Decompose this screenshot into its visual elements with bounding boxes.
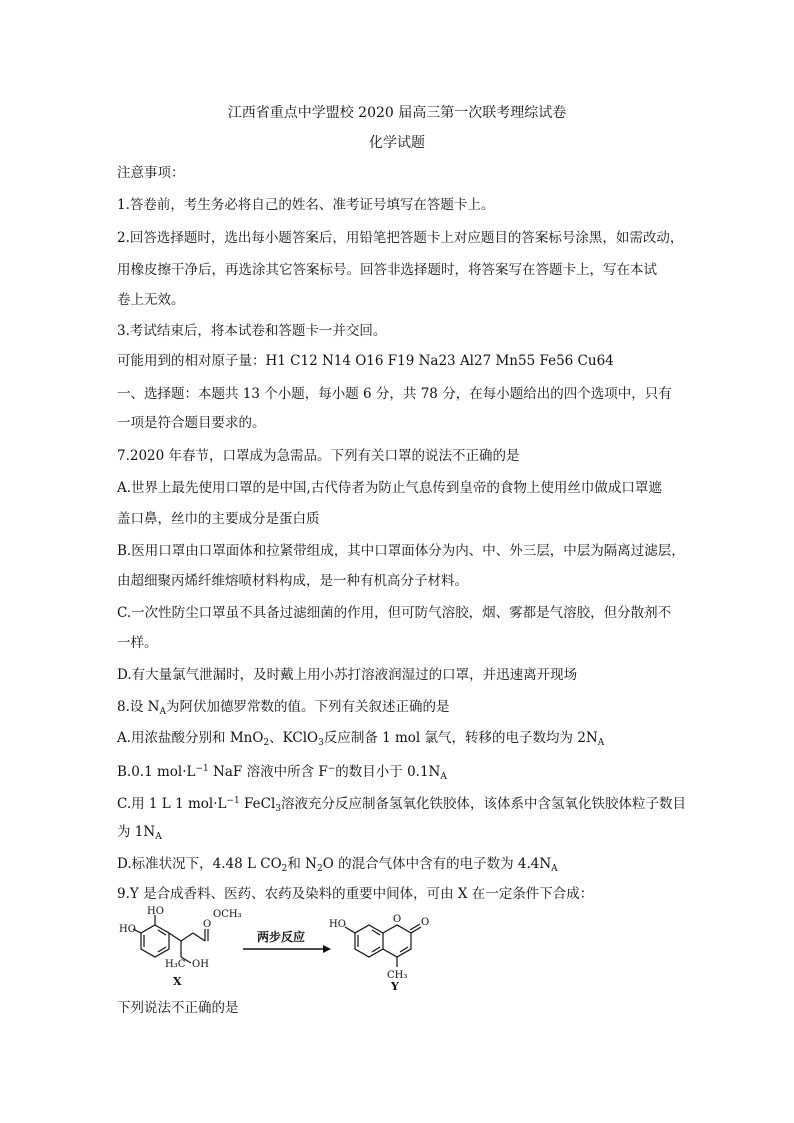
y-pyrone-ring <box>383 925 411 957</box>
y-label-ch3: CH₃ <box>387 970 408 981</box>
notice-item-3: 3.考试结束后，将本试卷和答题卡一并交回。 <box>117 323 387 339</box>
notice-item-2-line-3: 卷上无效。 <box>117 292 185 308</box>
q7-option-a-line-2: 盖口鼻，丝巾的主要成分是蛋白质 <box>117 511 320 527</box>
x-label-och3: OCH₃ <box>213 909 242 920</box>
exam-title: 江西省重点中学盟校 2020 届高三第一次联考理综试卷 <box>227 105 567 121</box>
x-benzene-ring <box>141 925 169 957</box>
x-bond-ch2-co <box>193 933 205 941</box>
notice-heading: 注意事项： <box>117 165 185 181</box>
q7-option-c-line-2: 一样。 <box>117 635 158 651</box>
y-benzene-ring <box>355 925 383 957</box>
q7-option-b-line-1: B.医用口罩由口罩面体和拉紧带组成，其中口罩面体分为内、中、外三层，中层为隔离过滤层， <box>117 543 685 559</box>
atomic-masses: 可能用到的相对原子量：H1 C12 N14 O16 F19 Na23 Al27 Mn55 Fe56 Cu64 <box>117 353 614 369</box>
reaction-scheme-svg <box>117 905 457 990</box>
y-label-carbonyl-o: O <box>421 917 430 928</box>
molecule-y <box>345 924 421 967</box>
notice-item-2-line-2: 用橡皮擦干净后，再选涂其它答案标号。回答非选择题时，将答案写在答题卡上，写在本试 <box>117 262 657 278</box>
q7-option-d: D.有大量氯气泄漏时，及时戴上用小苏打溶液润湿过的口罩，并迅速离开现场 <box>117 667 578 683</box>
y-compound-label: Y <box>391 980 399 990</box>
y-label-ho: HO <box>329 919 346 930</box>
x-label-ch3: H₃C <box>165 959 186 970</box>
reaction-scheme <box>117 905 457 990</box>
q7-option-a-line-1: A.世界上最先使用口罩的是中国,古代侍者为防止气息传到皇帝的食物上使用丝巾做成口罩遮 <box>117 480 662 496</box>
section-intro-line-2: 一项是符合题目要求的。 <box>117 415 266 431</box>
q8-option-b: B.0.1 $mol\cdot L^{-1}$ NaF 溶液中所含 F−的数目小于 $0.1N_A$ <box>117 764 447 782</box>
q7-stem: 7.2020 年春节，口罩成为急需品。下列有关口罩的说法不正确的是 <box>117 448 520 464</box>
q8-option-d: D.标准状况下，4.48 L $CO_2$和 $N_2O$ 的混合气体中含有的电子数为 $4.4N_A$ <box>117 856 558 874</box>
q9-followup: 下列说法不正确的是 <box>117 1000 239 1016</box>
q9-stem: 9.Y 是合成香料、医药、农药及染料的重要中间体，可由 X 在一定条件下合成： <box>117 886 594 902</box>
section-intro-line-1: 一、选择题：本题共 13 个小题，每小题 6 分，共 78 分，在每小题给出的四个选项中，只有 <box>117 386 672 402</box>
notice-item-2-line-1: 2.回答选择题时，选出每小题答案后，用铅笔把答题卡上对应题目的答案标号涂黑，如需改动， <box>117 230 684 246</box>
x-label-oh: OH <box>192 959 209 970</box>
q7-option-b-line-2: 由超细聚丙烯纤维熔喷材料构成，是一种有机高分子材料。 <box>117 573 468 589</box>
x-bond-ring-c <box>169 933 181 941</box>
y-label-ring-o: O <box>393 914 402 925</box>
reaction-arrow-label: 两步反应 <box>257 930 306 944</box>
x-bond-c-ch2 <box>181 933 193 941</box>
subject-title: 化学试题 <box>369 135 425 151</box>
notice-item-1: 1.答卷前，考生务必将自己的姓名、准考证号填写在答题卡上。 <box>117 197 495 213</box>
q7-option-c-line-1: C.一次性防尘口罩虽不具备过滤细菌的作用，但可防气溶胶，烟、雾都是气溶胶，但分散剂不 <box>117 605 672 621</box>
x-label-o: O <box>203 919 212 930</box>
x-compound-label: X <box>173 975 182 988</box>
y-bond-ho <box>345 927 355 933</box>
molecule-x <box>133 915 208 963</box>
reaction-arrow <box>243 945 331 953</box>
q8-option-a: A.用浓盐酸分别和 MnO$_2$、KClO$_3$反应制备 1 mol 氯气，转移的电子数均为 $2N_A$ <box>117 730 605 748</box>
q8-option-c-line-2: 为 $1N_A$ <box>117 824 162 842</box>
x-label-ho-top: HO <box>147 906 164 917</box>
q8-option-c-line-1: C.用 1 L 1 $mol\cdot L^{-1}$ FeCl$_3$溶液充分反应制备氢氧化铁胶体，该体系中含氢氧化铁胶体粒子数目 <box>117 796 687 814</box>
q8-stem: 8.设 $N_A$为阿伏加德罗常数的值。下列有关叙述正确的是 <box>117 699 450 717</box>
x-label-ho-left: HO <box>119 924 136 935</box>
